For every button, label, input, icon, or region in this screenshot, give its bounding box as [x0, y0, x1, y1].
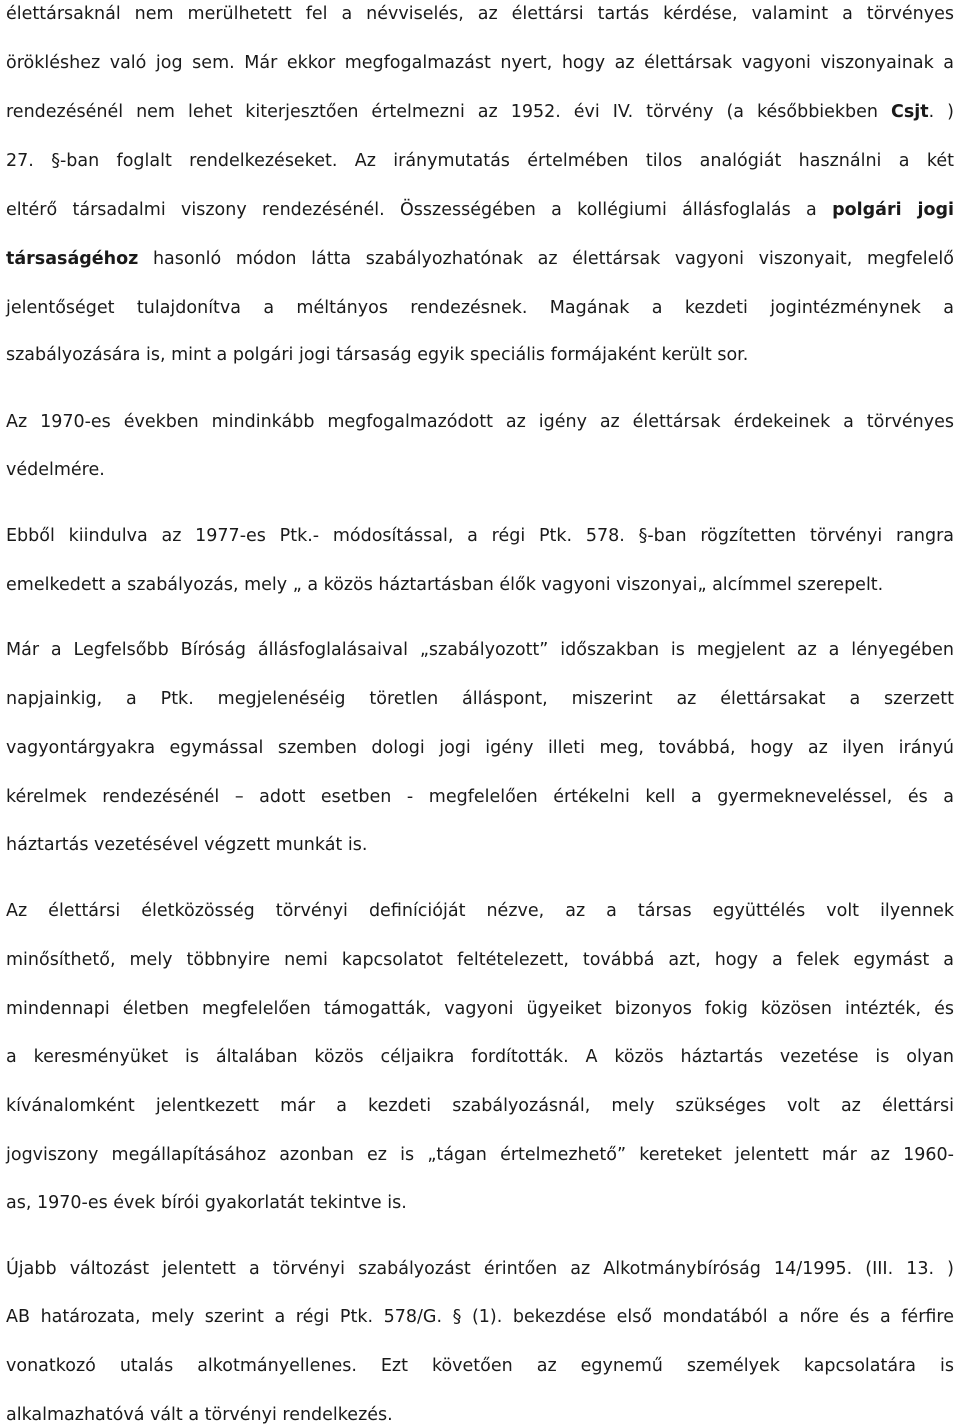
text-line: szabályozására is, mint a polgári jogi társaság egyik speciális formájaként került sor.	[6, 345, 749, 365]
text-line	[6, 198, 954, 222]
text-line: Már a Legfelsőbb Bíróság állásfoglalásaival „szabályozott” időszakban is megjelent az a lényegében	[6, 640, 954, 660]
text-line: háztartás vezetésével végzett munkát is.	[6, 835, 368, 855]
text-run: . )	[928, 102, 955, 122]
text-line: élettársaknál nem merülhetett fel a névviselés, az élettársi tartás kérdése, valamint a törvényes	[6, 4, 954, 24]
bold-text-run: polgári jogi	[832, 200, 955, 220]
text-line: emelkedett a szabályozás, mely „ a közös háztartásban élők vagyoni viszonyai„ alcímmel szerepelt.	[6, 575, 884, 595]
text-line: minősíthető, mely többnyire nemi kapcsolatot feltételezett, továbbá azt, hogy a felek egymást a	[6, 950, 954, 970]
text-line: vagyontárgyakra egymással szemben dologi jogi igény illeti meg, továbbá, hogy az ilyen irányú	[6, 738, 954, 758]
bold-text-run: társaságéhoz	[6, 249, 139, 269]
text-line: jelentőséget tulajdonítva a méltányos rendezésnek. Magának a kezdeti jogintézménynek a	[6, 298, 954, 318]
text-line: alkalmazhatóvá vált a törvényi rendelkezés.	[6, 1405, 393, 1425]
bold-text-run: Csjt	[891, 102, 929, 122]
text-line: Ebből kiindulva az 1977-es Ptk.- módosítással, a régi Ptk. 578. §-ban rögzítetten törvényi rangra	[6, 526, 954, 546]
text-line: 27. §-ban foglalt rendelkezéseket. Az iránymutatás értelmében tilos analógiát használni a két	[6, 151, 954, 171]
text-line: AB határozata, mely szerint a régi Ptk. 578/G. § (1). bekezdése első mondatából a nőre és a férfire	[6, 1307, 954, 1327]
text-run: hasonló módon látta szabályozhatónak az élettársak vagyoni viszonyait, megfelelő	[138, 249, 954, 269]
text-line	[6, 100, 954, 124]
text-line: kérelmek rendezésénél – adott esetben - megfelelően értékelni kell a gyermekneveléssel, és a	[6, 787, 954, 807]
text-line: örökléshez való jog sem. Már ekkor megfogalmazást nyert, hogy az élettársak vagyoni viszonyainak a	[6, 53, 954, 73]
text-line: Az élettársi életközösség törvényi definícióját nézve, az a társas együttélés volt ilyennek	[6, 901, 954, 921]
text-line: Az 1970-es években mindinkább megfogalmazódott az igény az élettársak érdekeinek a törvényes	[6, 412, 954, 432]
text-line: Újabb változást jelentett a törvényi szabályozást érintően az Alkotmánybíróság 14/1995. (III. 13. )	[6, 1259, 954, 1279]
text-line: kívánalomként jelentkezett már a kezdeti szabályozásnál, mely szükséges volt az élettársi	[6, 1096, 954, 1116]
text-line: védelmére.	[6, 460, 105, 480]
text-line: vonatkozó utalás alkotmányellenes. Ezt követően az egynemű személyek kapcsolatára is	[6, 1356, 954, 1376]
text-line: as, 1970-es évek bírói gyakorlatát tekintve is.	[6, 1193, 407, 1213]
text-line: jogviszony megállapításához azonban ez is „tágan értelmezhető” kereteket jelentett már az 1960-	[6, 1145, 954, 1165]
text-line: a keresményüket is általában közös céljaikra fordították. A közös háztartás vezetése is olyan	[6, 1047, 954, 1067]
text-line: napjainkig, a Ptk. megjelenéséig töretlen álláspont, miszerint az élettársakat a szerzett	[6, 689, 954, 709]
text-line	[6, 247, 954, 271]
text-line: mindennapi életben megfelelően támogatták, vagyoni ügyeiket bizonyos fokig közösen intézték, és	[6, 999, 954, 1019]
text-run: eltérő társadalmi viszony rendezésénél. Összességében a kollégiumi állásfoglalás a	[6, 200, 833, 220]
text-run: rendezésénél nem lehet kiterjesztően értelmezni az 1952. évi IV. törvény (a későbbiekben	[6, 102, 892, 122]
